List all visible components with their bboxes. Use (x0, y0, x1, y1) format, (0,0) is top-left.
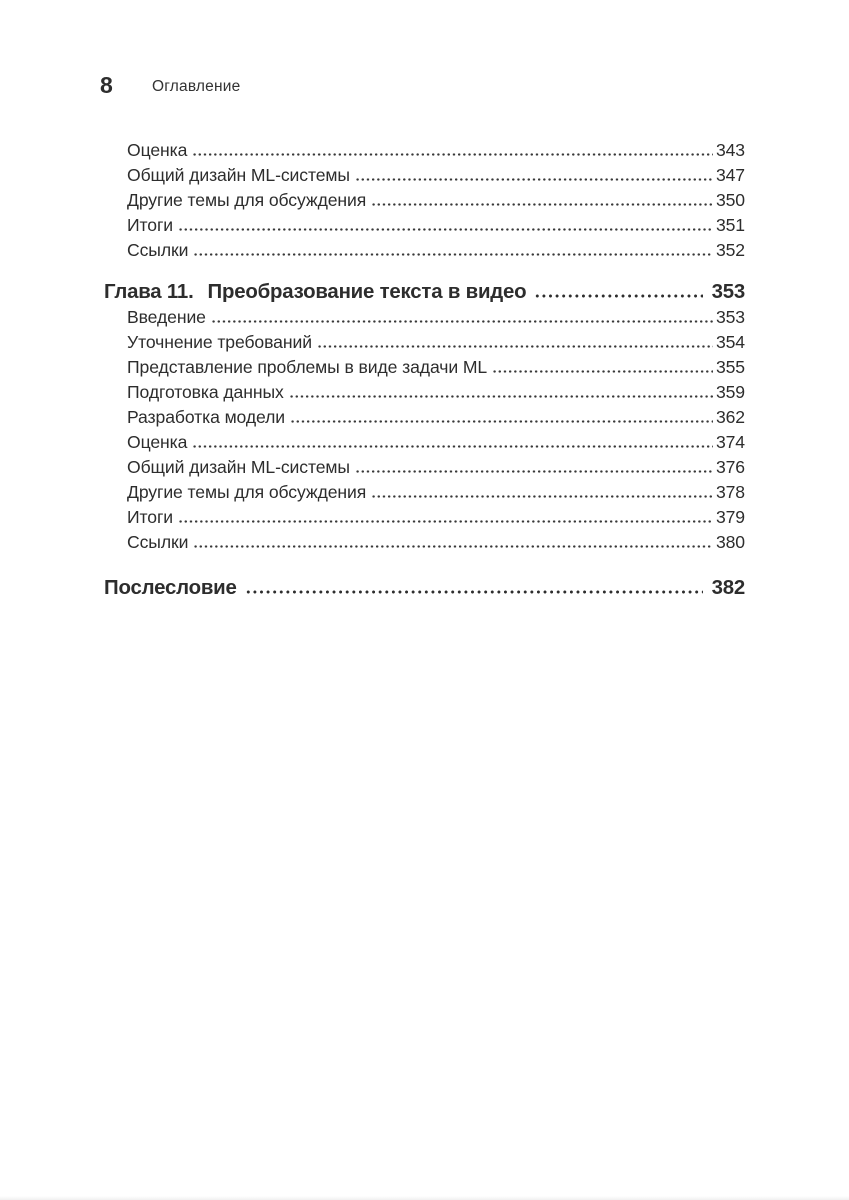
toc-page-number: 378 (715, 482, 745, 502)
toc-entry (104, 432, 745, 457)
toc-entry-label: Подготовка данных (127, 382, 284, 402)
toc-entry-label: Ссылки (127, 532, 189, 552)
dot-leader (317, 345, 713, 348)
dot-leader (245, 590, 703, 594)
dot-leader (290, 420, 713, 423)
toc-entry-label: Оценка (127, 432, 188, 452)
toc-entry (104, 507, 745, 532)
toc-page-number: 380 (715, 532, 745, 552)
toc-entry-label: Представление проблемы в виде задачи ML (127, 357, 488, 377)
toc-page-number: 359 (715, 382, 745, 402)
dot-leader (193, 253, 713, 256)
toc-entry-label: Оценка (127, 140, 188, 160)
toc-entry-label: Введение (127, 307, 206, 327)
toc-entry (104, 307, 745, 332)
toc-entry (104, 357, 745, 382)
toc-entry (104, 332, 745, 357)
toc-page-number: 351 (715, 215, 745, 235)
toc-page-number: 376 (715, 457, 745, 477)
toc-entry (104, 482, 745, 507)
toc-page-number: 347 (715, 165, 745, 185)
toc-chapter-title: Преобразование текста в видео (207, 281, 527, 303)
toc-entry-label: Итоги (127, 507, 174, 527)
dot-leader (192, 153, 713, 156)
toc-page-number: 362 (715, 407, 745, 427)
toc-entry (104, 140, 745, 165)
toc-entry (104, 190, 745, 215)
toc-page-number: 353 (715, 307, 745, 327)
dot-leader (178, 228, 713, 231)
toc-entry (104, 165, 745, 190)
toc-page-number: 353 (711, 281, 745, 303)
toc-entry (104, 215, 745, 240)
toc-chapter-heading (104, 281, 745, 307)
folio-page-number: 8 (100, 72, 113, 98)
dot-leader (211, 320, 713, 323)
dot-leader (371, 203, 713, 206)
running-header-title: Оглавление (152, 78, 241, 95)
dot-leader (355, 178, 713, 181)
toc-page-number: 382 (711, 577, 745, 599)
toc-page-number: 354 (715, 332, 745, 352)
toc-entry-label: Разработка модели (127, 407, 286, 427)
dot-leader (492, 370, 713, 373)
toc-page-number: 355 (715, 357, 745, 377)
dot-leader (371, 495, 713, 498)
toc-entry-label: Общий дизайн ML-системы (127, 165, 350, 185)
toc-page-number: 352 (715, 240, 745, 260)
toc-page-number: 379 (715, 507, 745, 527)
toc-afterword-label: Послесловие (104, 577, 237, 599)
dot-leader (192, 445, 713, 448)
dot-leader (178, 520, 713, 523)
toc-entry (104, 457, 745, 482)
toc-chapter-number: Глава 11. (104, 281, 194, 303)
toc-entry-label: Другие темы для обсуждения (127, 482, 367, 502)
toc-entry-label: Ссылки (127, 240, 189, 260)
toc-entry (104, 407, 745, 432)
toc-entry-label: Другие темы для обсуждения (127, 190, 367, 210)
dot-leader (534, 294, 702, 298)
toc-entry-label: Итоги (127, 215, 174, 235)
dot-leader (355, 470, 713, 473)
toc-entry-label: Общий дизайн ML-системы (127, 457, 350, 477)
toc-entry (104, 382, 745, 407)
dot-leader (289, 395, 713, 398)
toc-afterword (104, 577, 745, 603)
page-bottom-edge (0, 1196, 849, 1200)
running-header (100, 72, 500, 100)
toc-page-number: 350 (715, 190, 745, 210)
toc-entry-label: Уточнение требований (127, 332, 312, 352)
toc-entry (104, 240, 745, 265)
dot-leader (193, 545, 713, 548)
toc-entry (104, 532, 745, 557)
table-of-contents (104, 140, 745, 603)
toc-page-number: 374 (715, 432, 745, 452)
toc-page-number: 343 (715, 140, 745, 160)
